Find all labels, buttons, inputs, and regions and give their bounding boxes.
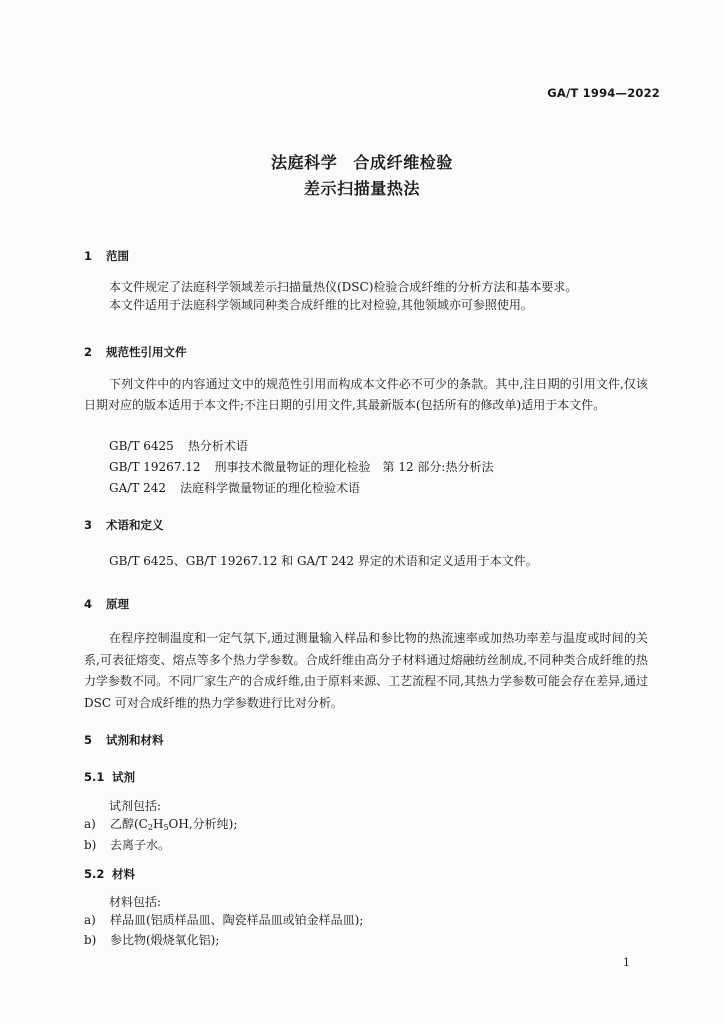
reference-name: 法庭科学微量物证的理化检验术语	[180, 481, 361, 495]
paragraph: 下列文件中的内容通过文中的规范性引用而构成本文件必不可少的条款。其中,注日期的引用文件,仅该日期对应的版本适用于本文件;不注日期的引用文件,其最新版本(包括所有的修改单)适用于本文件。	[84, 377, 648, 412]
document-subtitle: 差示扫描量热法	[303, 179, 421, 198]
subsection-title: 试剂	[112, 770, 135, 784]
section-title: 原理	[106, 597, 129, 611]
reference-code: GB/T 19267.12	[109, 460, 201, 474]
list-item	[84, 931, 219, 948]
section-5-heading	[84, 732, 164, 748]
list-text: 去离子水。	[110, 838, 171, 852]
section-number: 1	[84, 249, 93, 263]
section-title: 术语和定义	[106, 518, 164, 532]
paragraph: 在程序控制温度和一定气氛下,通过测量输入样品和参比物的热流速率或加热功率差与温度或时间的关系,可表征熔变、熔点等多个热力学参数。合成纤维由高分子材料通过熔融纺丝制成,不同种类合成纤维的热力学参数不同。不同厂家生产的合成纤维,由于原料来源、工艺流程不同,其热力学参数可能会存在差异,通过 DSC 可对合成纤维的热力学参数进行比对分析。	[84, 631, 648, 710]
subsection-5-2-heading	[84, 866, 135, 882]
reference-item	[109, 458, 493, 475]
document-code: GA/T 1994—2022	[547, 86, 660, 100]
list-intro: 材料包括:	[109, 895, 162, 909]
subsection-title: 材料	[112, 867, 135, 881]
paragraph: 本文件适用于法庭科学领域同种类合成纤维的比对检验,其他领域亦可参照使用。	[109, 298, 533, 312]
section-number: 5	[84, 733, 93, 747]
section-number: 2	[84, 345, 93, 359]
reference-item	[109, 437, 248, 454]
section-2-heading	[84, 344, 187, 360]
subsection-number: 5.2	[84, 867, 105, 881]
list-text: 样品皿(铝质样品皿、陶瓷样品皿或铂金样品皿);	[110, 913, 364, 927]
page-number: 1	[623, 956, 630, 969]
section-4-heading	[84, 596, 129, 612]
list-marker: b)	[84, 838, 97, 852]
list-marker: a)	[84, 817, 96, 831]
title-part-b: 合成纤维检验	[353, 153, 453, 172]
paragraph: 本文件规定了法庭科学领域差示扫描量热仪(DSC)检验合成纤维的分析方法和基本要求。	[109, 280, 578, 294]
list-item	[84, 911, 363, 928]
section-3-heading	[84, 517, 164, 533]
list-marker: b)	[84, 933, 97, 947]
list-text: 参比物(煅烧氧化铝);	[110, 933, 220, 947]
title-part-a: 法庭科学	[270, 153, 338, 172]
list-text: 乙醇($C_2H_5OH$,分析纯);	[110, 817, 238, 832]
list-item	[84, 836, 170, 853]
reference-name: 热分析术语	[187, 439, 248, 453]
list-item	[84, 815, 237, 832]
reference-code: GB/T 6425	[109, 439, 174, 453]
reference-item	[109, 479, 360, 496]
list-marker: a)	[84, 913, 96, 927]
list-intro: 试剂包括:	[109, 799, 162, 813]
section-number: 3	[84, 518, 93, 532]
paragraph: GB/T 6425、GB/T 19267.12 和 GA/T 242 界定的术语和定义适用于本文件。	[109, 554, 538, 568]
reference-code: GA/T 242	[109, 481, 167, 495]
section-1-heading	[84, 248, 129, 264]
section-title: 规范性引用文件	[106, 345, 187, 359]
subsection-number: 5.1	[84, 770, 105, 784]
subsection-5-1-heading	[84, 769, 135, 785]
reference-name: 刑事技术微量物证的理化检验 第 12 部分:热分析法	[214, 460, 494, 474]
section-number: 4	[84, 597, 93, 611]
section-title: 范围	[106, 249, 129, 263]
document-title	[0, 150, 724, 173]
section-title: 试剂和材料	[106, 733, 164, 747]
